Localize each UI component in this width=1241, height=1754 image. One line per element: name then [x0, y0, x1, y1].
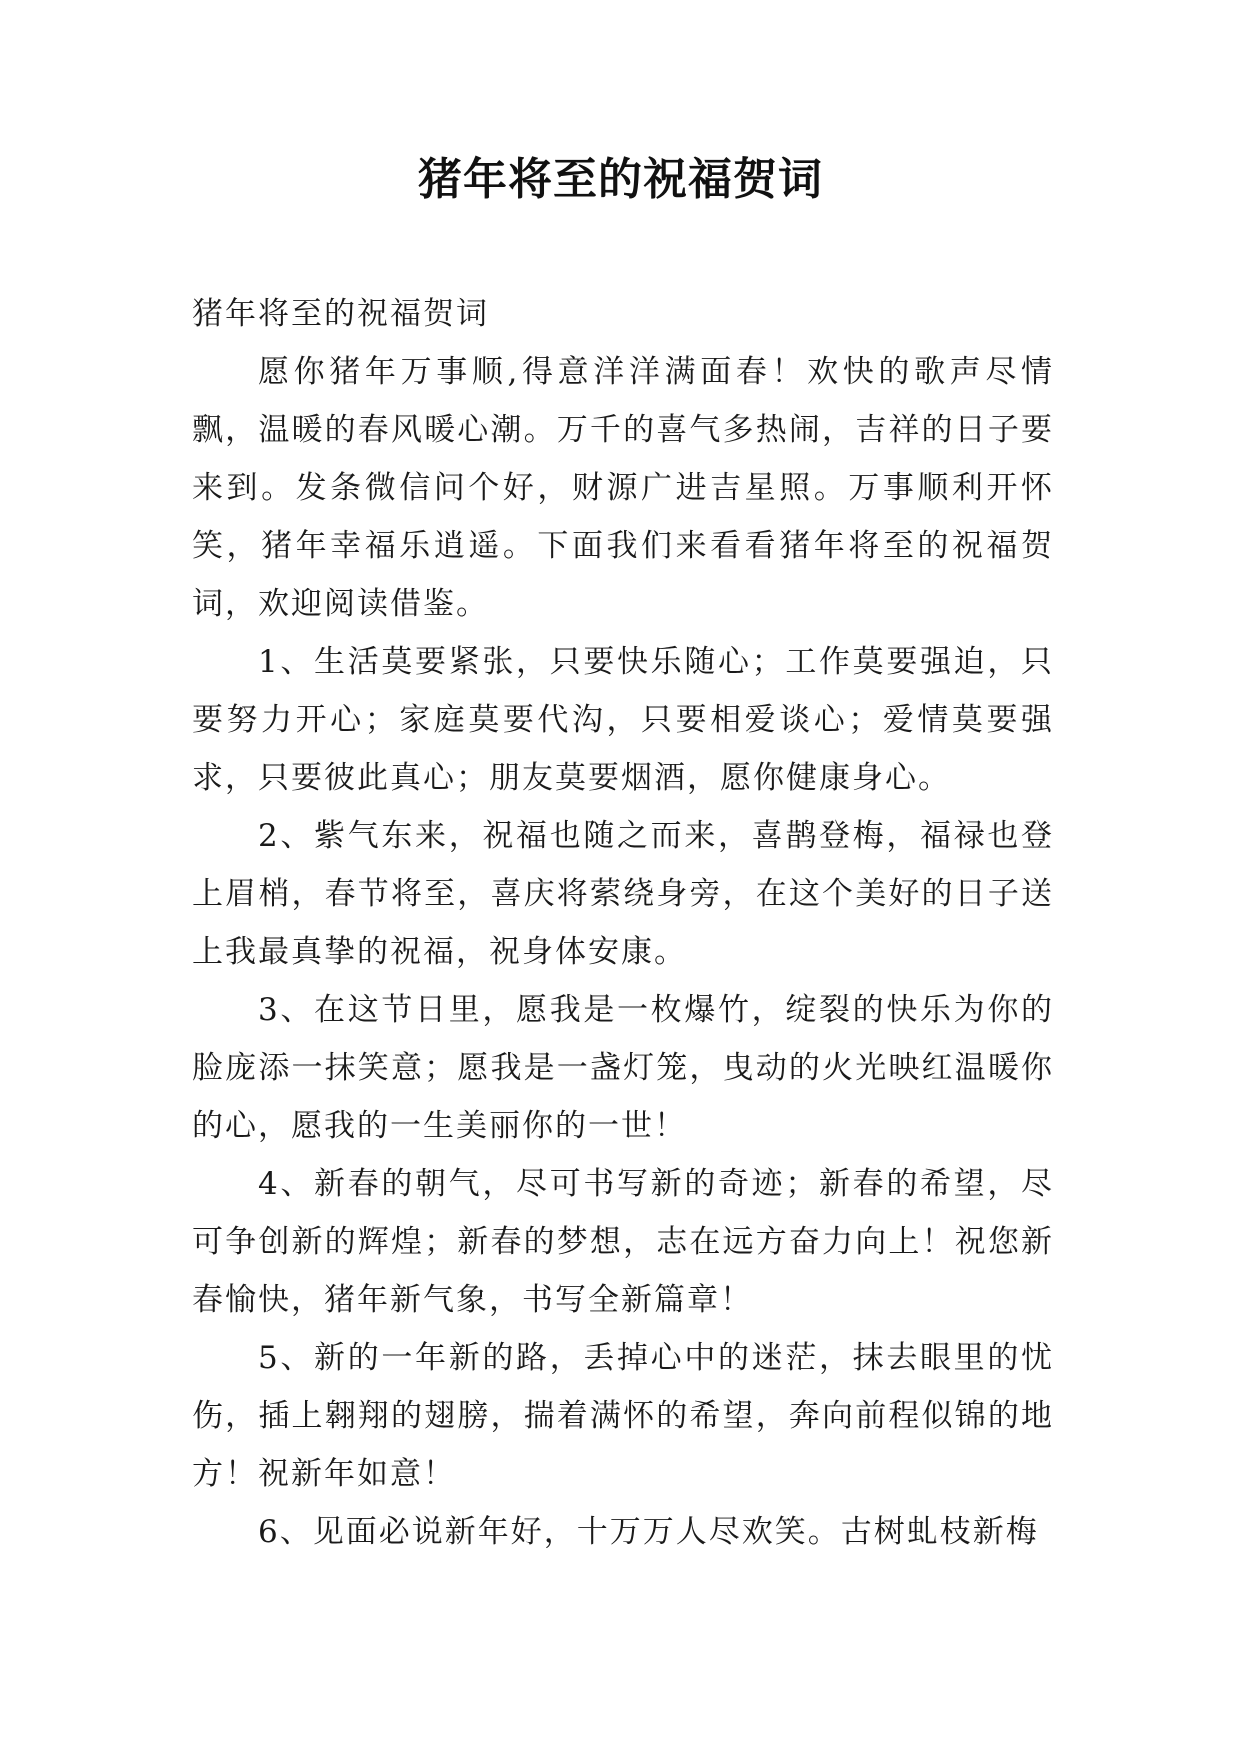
wish-paragraph-6: 6、见面必说新年好，十万万人尽欢笑。古树虬枝新梅	[258, 1514, 1039, 1550]
wish-paragraph-3: 3、在这节日里，愿我是一枚爆竹，绽裂的快乐为你的脸庞添一抹笑意；愿我是一盏灯笼，曳动的火光映红温暖你的心，愿我的一生美丽你的一世！	[192, 992, 1054, 1144]
wish-paragraph-2: 2、紫气东来，祝福也随之而来，喜鹊登梅，福禄也登上眉梢，春节将至，喜庆将萦绕身旁，在这个美好的日子送上我最真挚的祝福，祝身体安康。	[192, 818, 1054, 970]
wish-paragraph-1: 1、生活莫要紧张，只要快乐随心；工作莫要强迫，只要努力开心；家庭莫要代沟，只要相爱谈心；爱情莫要强求，只要彼此真心；朋友莫要烟酒，愿你健康身心。	[192, 644, 1054, 796]
document-subtitle: 猪年将至的祝福贺词	[192, 296, 489, 332]
document-title: 猪年将至的祝福贺词	[418, 154, 823, 205]
document-body	[192, 285, 1054, 1561]
intro-paragraph: 愿你猪年万事顺,得意洋洋满面春！欢快的歌声尽情飘，温暖的春风暖心潮。万千的喜气多热闹，吉祥的日子要来到。发条微信问个好，财源广进吉星照。万事顺利开怀笑，猪年幸福乐逍遥。下面我们来看看猪年将至的祝福贺词，欢迎阅读借鉴。	[192, 354, 1054, 622]
wish-paragraph-4: 4、新春的朝气，尽可书写新的奇迹；新春的希望，尽可争创新的辉煌；新春的梦想，志在远方奋力向上！祝您新春愉快，猪年新气象，书写全新篇章！	[192, 1166, 1054, 1318]
wish-paragraph-5: 5、新的一年新的路，丢掉心中的迷茫，抹去眼里的忧伤，插上翱翔的翅膀，揣着满怀的希望，奔向前程似锦的地方！祝新年如意！	[192, 1340, 1054, 1492]
